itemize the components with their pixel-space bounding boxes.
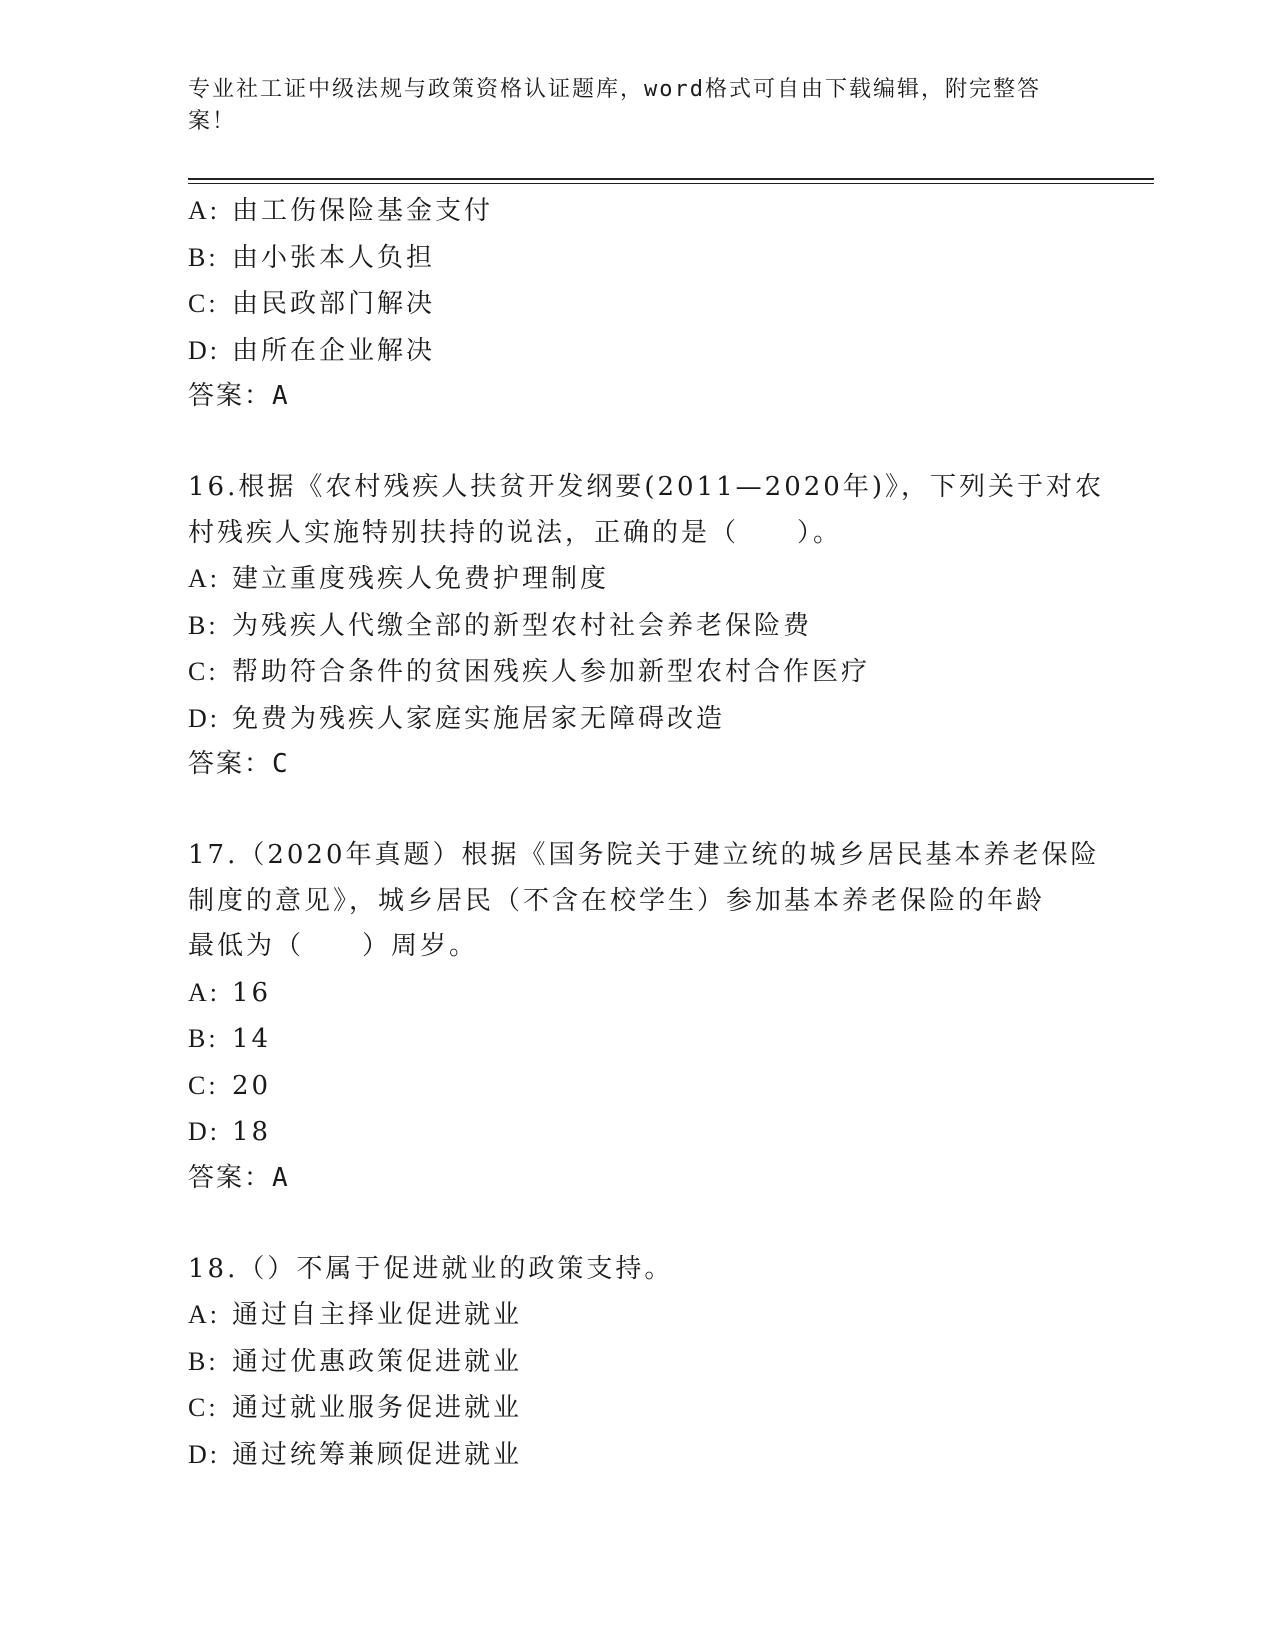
option-text: 帮助符合条件的贫困残疾人参加新型农村合作医疗 xyxy=(232,657,871,687)
answer-value: A xyxy=(272,381,290,411)
answer-line xyxy=(188,742,1088,788)
spacer xyxy=(188,420,1088,466)
option-d xyxy=(188,1109,1088,1156)
option-a xyxy=(188,1292,1088,1339)
header-divider-thin xyxy=(188,183,1154,184)
option-letter: A: xyxy=(188,977,220,1007)
option-text: 由民政部门解决 xyxy=(232,289,436,319)
question-text-line: 16.根据《农村残疾人扶贫开发纲要(2011—2020年)》，下列关于对农 xyxy=(188,472,1104,502)
answer-line xyxy=(188,1156,1088,1202)
document-header xyxy=(188,74,1068,138)
option-b xyxy=(188,603,1088,650)
question-16 xyxy=(188,465,1104,788)
option-letter: C: xyxy=(188,289,219,318)
option-a xyxy=(188,970,1088,1017)
answer-value: A xyxy=(272,1162,290,1193)
option-letter: B: xyxy=(188,1024,219,1053)
option-letter: A: xyxy=(188,564,220,593)
option-b xyxy=(188,235,1088,282)
option-text: 由小张本人负担 xyxy=(232,242,436,273)
option-text: 建立重度残疾人免费护理制度 xyxy=(232,564,610,594)
option-letter: D: xyxy=(188,1439,220,1469)
option-d xyxy=(188,696,1088,743)
option-d xyxy=(188,1432,1088,1479)
option-c xyxy=(188,1063,1088,1110)
option-letter: B: xyxy=(188,610,219,640)
option-letter: C: xyxy=(188,1393,219,1422)
option-a xyxy=(188,188,1088,235)
question-18 xyxy=(188,1247,1088,1479)
spacer xyxy=(188,788,1088,834)
question-text-line: 制度的意见》，城乡居民（不含在校学生）参加基本养老保险的年龄 xyxy=(188,885,1046,916)
option-letter: D: xyxy=(188,1117,220,1146)
question-content xyxy=(188,188,1104,1478)
spacer xyxy=(188,1201,1088,1247)
option-c xyxy=(188,281,1088,328)
option-letter: A: xyxy=(188,196,220,225)
option-text: 由工伤保险基金支付 xyxy=(232,196,494,226)
option-letter: C: xyxy=(188,657,219,686)
option-text: 14 xyxy=(232,1024,272,1054)
option-c xyxy=(188,1385,1088,1432)
option-text: 通过就业服务促进就业 xyxy=(232,1393,523,1423)
question-text-line: 村残疾人实施特别扶持的说法，正确的是（ ）。 xyxy=(188,517,843,548)
option-text: 通过优惠政策促进就业 xyxy=(232,1346,523,1377)
question-text-line: 18.（）不属于促进就业的政策支持。 xyxy=(188,1253,674,1284)
option-b xyxy=(188,1016,1088,1063)
question-15 xyxy=(188,188,1088,420)
header-divider xyxy=(188,178,1154,180)
option-letter: A: xyxy=(188,1300,220,1329)
option-text: 16 xyxy=(232,977,272,1008)
option-letter: D: xyxy=(188,703,220,733)
option-c xyxy=(188,649,1088,696)
answer-value: C xyxy=(272,749,290,779)
option-a xyxy=(188,556,1088,603)
option-text: 为残疾人代缴全部的新型农村社会养老保险费 xyxy=(232,610,813,641)
option-text: 免费为残疾人家庭实施居家无障碍改造 xyxy=(232,703,726,734)
answer-label: 答案： xyxy=(188,381,273,411)
option-letter: B: xyxy=(188,242,219,272)
option-letter: B: xyxy=(188,1346,219,1376)
answer-line xyxy=(188,374,1088,420)
option-text: 18 xyxy=(232,1117,272,1147)
option-text: 通过统筹兼顾促进就业 xyxy=(232,1439,523,1470)
question-text-line: 最低为（ ）周岁。 xyxy=(188,931,479,961)
header-line-2: 案！ xyxy=(188,109,237,134)
option-text: 由所在企业解决 xyxy=(232,335,436,366)
option-letter: C: xyxy=(188,1070,219,1100)
answer-label: 答案： xyxy=(188,749,273,779)
option-letter: D: xyxy=(188,335,220,365)
header-line-1: 专业社工证中级法规与政策资格认证题库，word格式可自由下载编辑，附完整答 xyxy=(188,77,1041,102)
option-text: 20 xyxy=(232,1070,272,1101)
question-17 xyxy=(188,833,1100,1201)
answer-label: 答案： xyxy=(188,1162,273,1193)
option-b xyxy=(188,1339,1088,1386)
option-text: 通过自主择业促进就业 xyxy=(232,1300,523,1330)
option-d xyxy=(188,328,1088,375)
question-text-line: 17.（2020年真题）根据《国务院关于建立统的城乡居民基本养老保险 xyxy=(188,840,1100,870)
